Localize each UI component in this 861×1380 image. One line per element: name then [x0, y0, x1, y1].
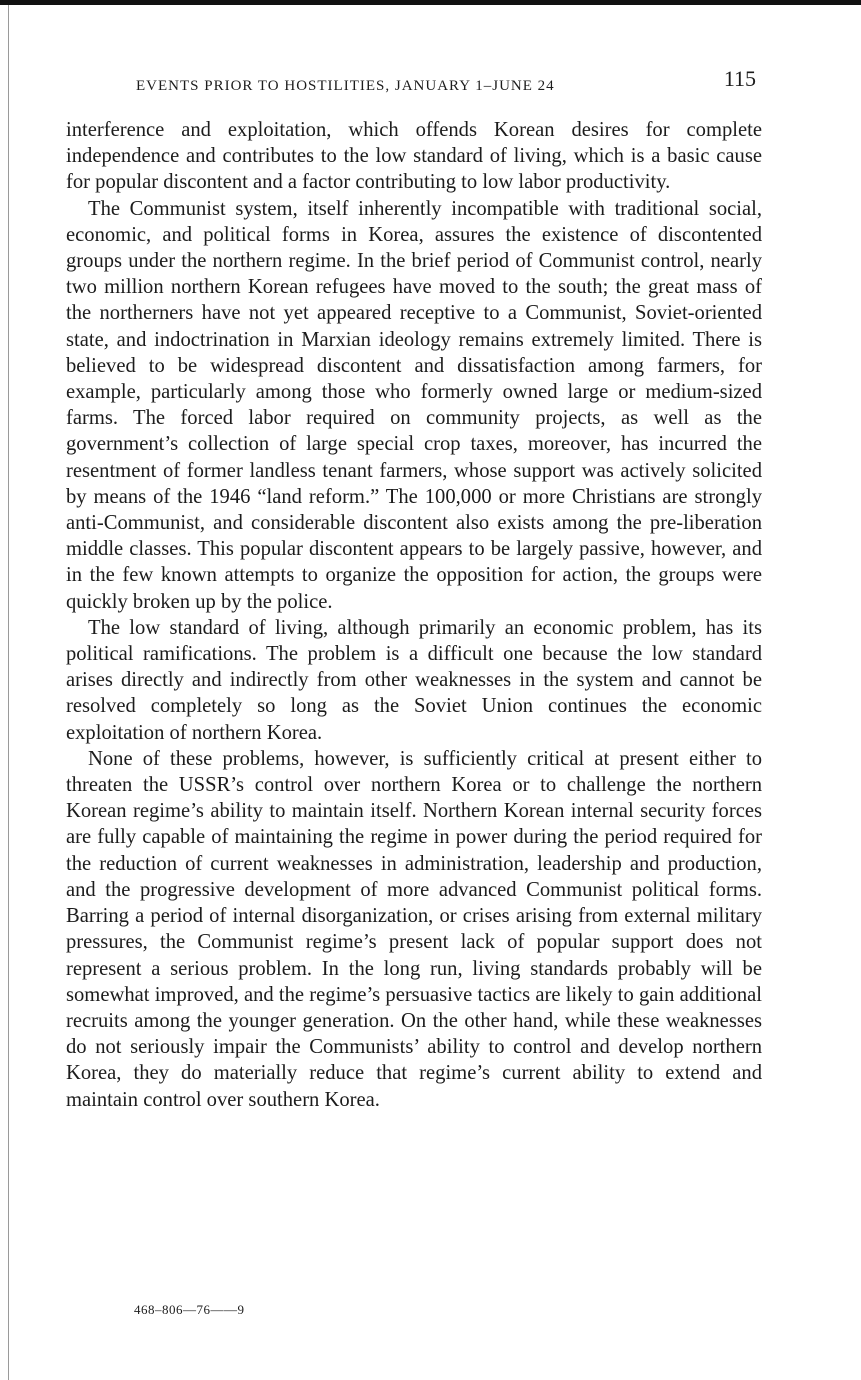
paragraph-assessment: None of these problems, however, is sufficiently critical at present either to threaten the USSR’s control over northern Korea or to challenge the northern Korean regime’s ability to maintain itself. Northern Korean internal security forces are fully capable of maintaining the regime in power during the period required for the reduction of current weaknesses in administration, leadership and production, and the progressive development of more advanced Communist political forms. Barring a period of internal disorganization, or crises arising from external military pressures, the Communist regime’s present lack of popular support does not represent a serious problem. In the long run, living standards probably will be somewhat improved, and the regime’s persuasive tactics are likely to gain additional recruits among the younger generation. On the other hand, while these weaknesses do not seriously impair the Communists’ ability to control and develop northern Korea, they do materially reduce that regime’s current ability to extend and maintain control over southern Korea. — [66, 747, 762, 1111]
running-title: EVENTS PRIOR TO HOSTILITIES, JANUARY 1–JUNE 24 — [136, 78, 555, 94]
print-code: 468–806—76——9 — [134, 1302, 245, 1317]
paragraph-communist-system: The Communist system, itself inherently incompatible with traditional social, economic, and political forms in Korea, assures the existence of discontented groups under the northern regime. In the brief period of Communist control, nearly two million northern Korean refugees have moved to the south; the great mass of the northerners have not yet appeared receptive to a Communist, Soviet-oriented state, and indoctrination in Marxian ideology remains extremely limited. There is believed to be widespread discontent and dissatisfaction among farmers, for example, particularly among those who formerly owned large or medium-sized farms. The forced labor required on community projects, as well as the government’s collection of large special crop taxes, moreover, has incurred the resentment of former landless tenant farmers, whose support was actively solicited by means of the 1946 “land reform.” The 100,000 or more Christians are strongly anti-Communist, and considerable discontent also exists among the pre-liberation middle classes. This popular discontent appears to be largely passive, however, and in the few known attempts to organize the opposition for action, the groups were quickly broken up by the police. — [66, 197, 762, 613]
scan-top-edge — [0, 0, 861, 5]
body-text — [66, 117, 762, 1113]
document-page — [66, 58, 762, 1113]
paragraph-standard-of-living: The low standard of living, although primarily an economic problem, has its political ramifications. The problem is a difficult one because the low standard arises directly and indirectly from other weaknesses in the system and cannot be resolved completely so long as the Soviet Union continues the economic exploitation of northern Korea. — [66, 616, 762, 744]
page-number: 115 — [723, 66, 756, 91]
paragraph-continuation: interference and exploitation, which offends Korean desires for complete independence and contributes to the low standard of living, which is a basic cause for popular discontent and a factor contributing to low labor productivity. — [66, 119, 762, 194]
running-header — [66, 58, 762, 98]
scan-left-edge — [8, 5, 9, 1380]
